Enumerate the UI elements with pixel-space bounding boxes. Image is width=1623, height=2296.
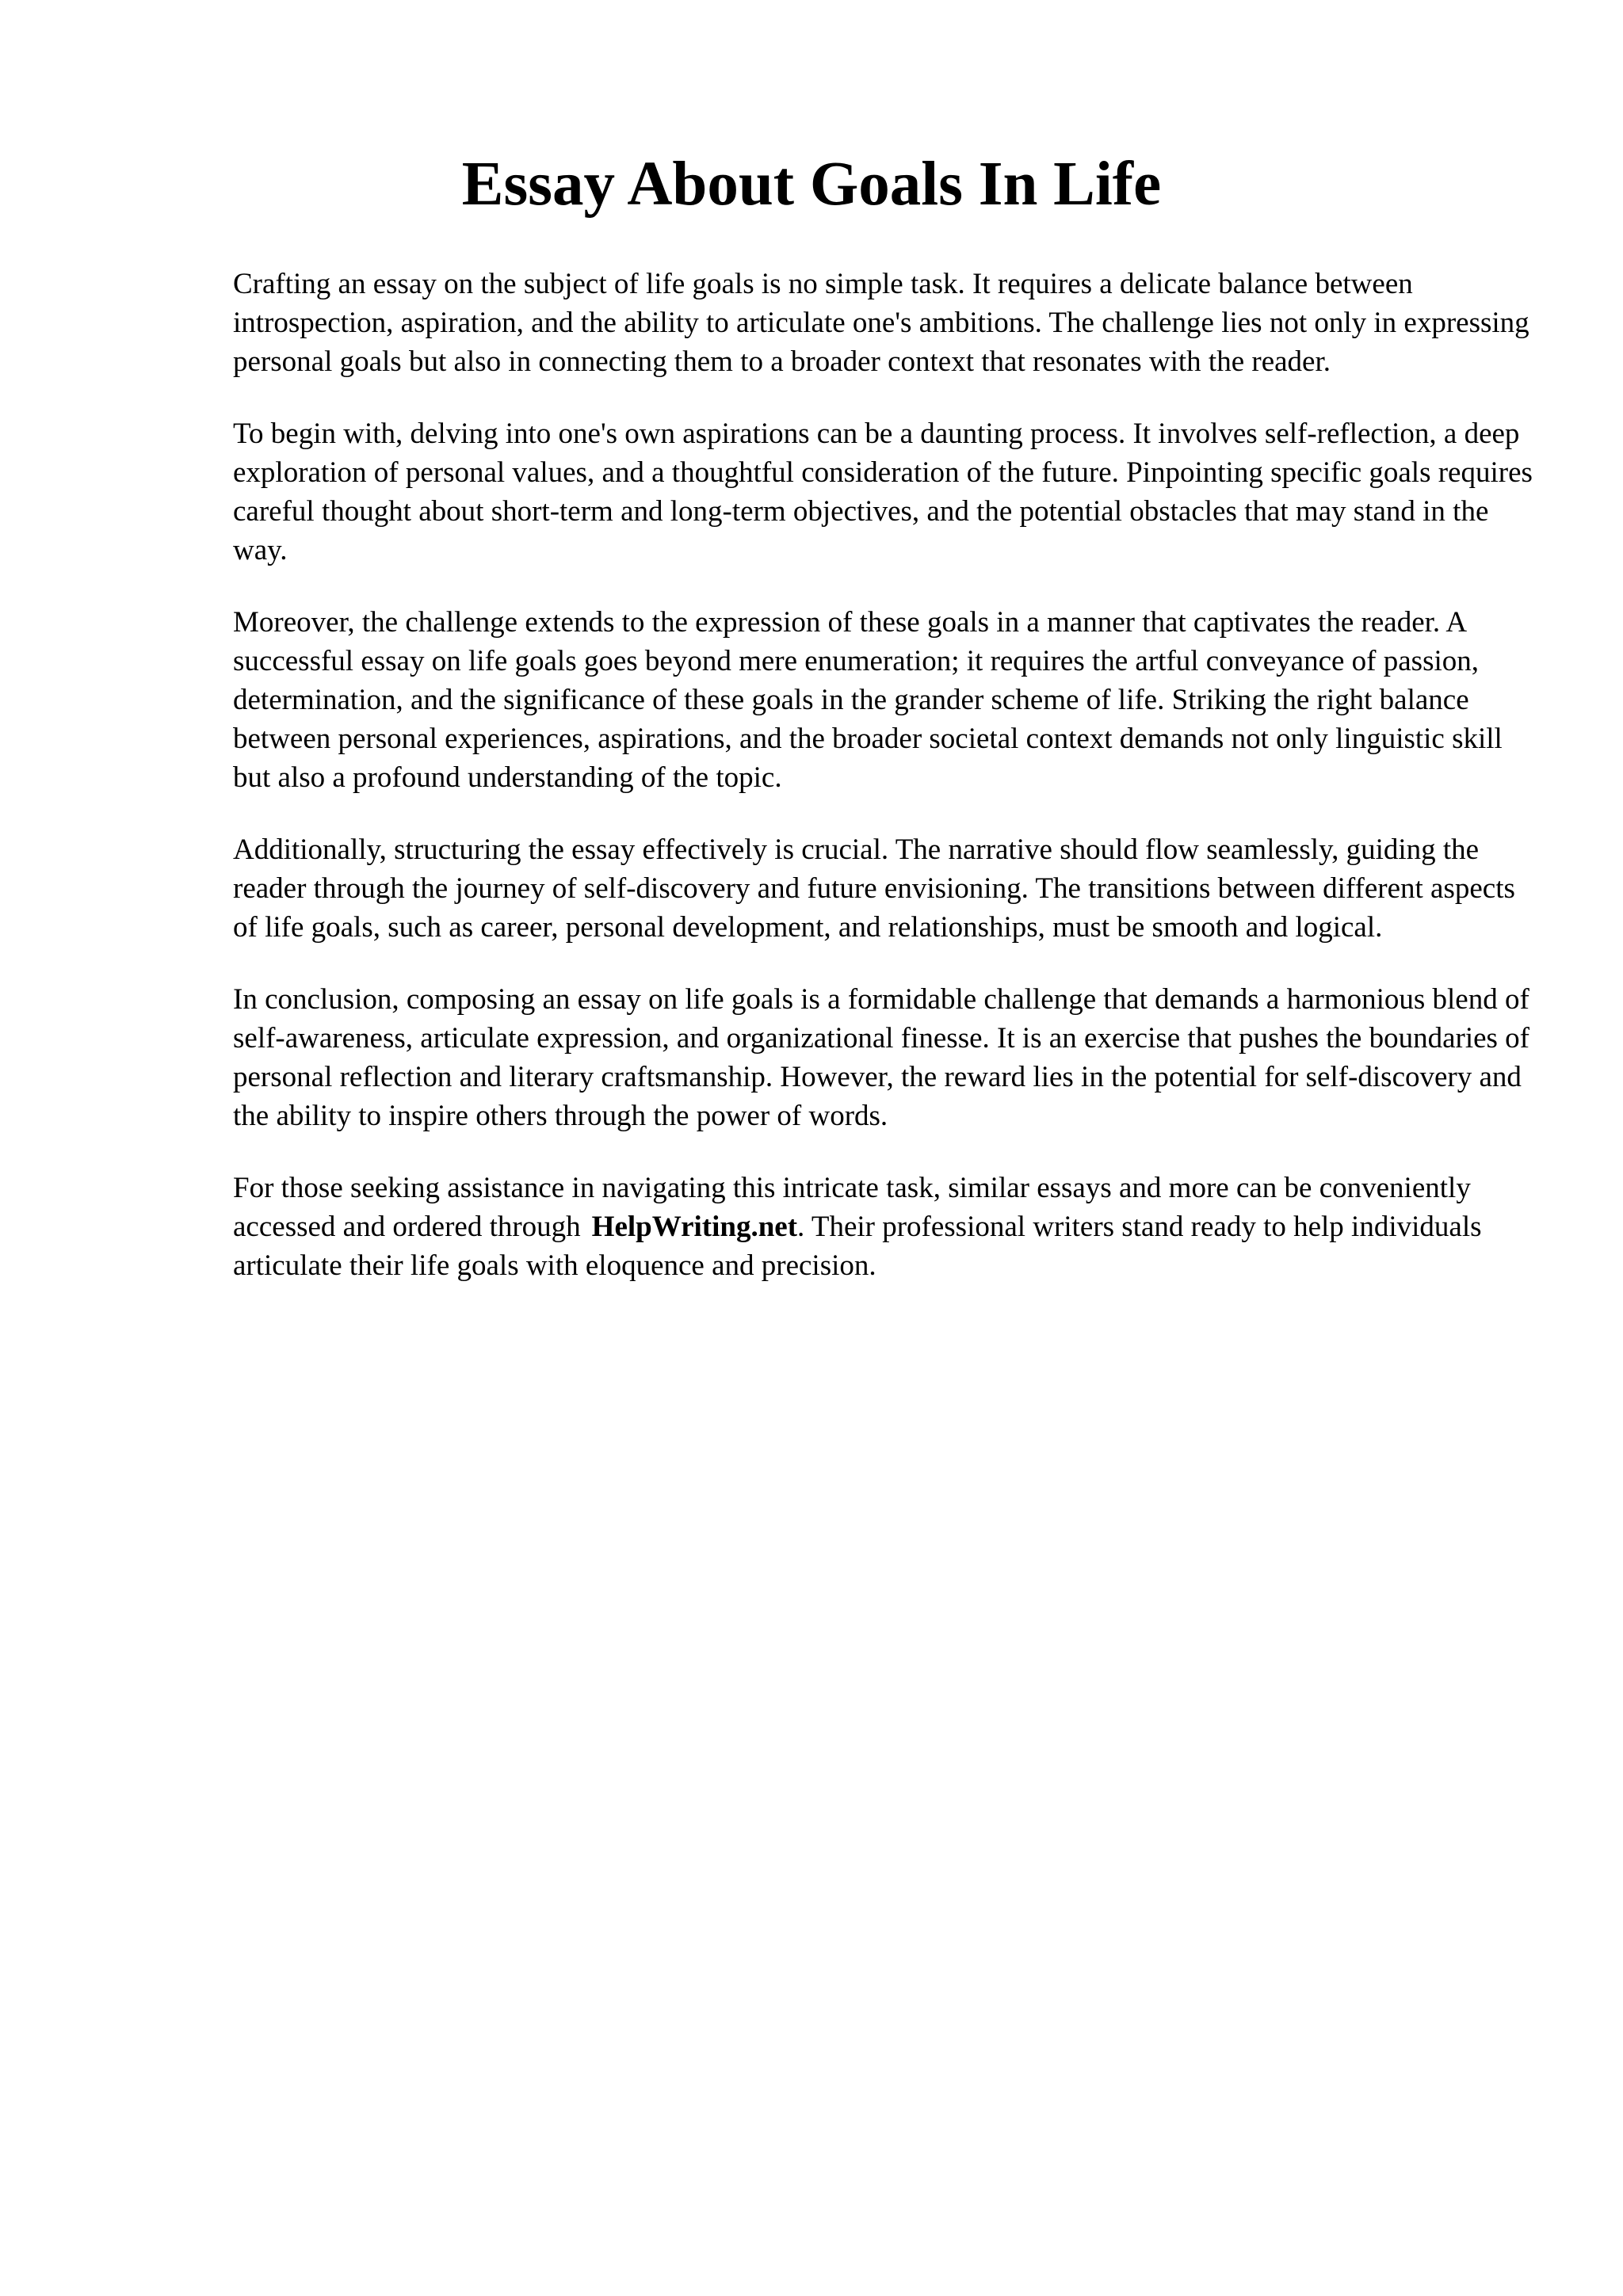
paragraph-3: Moreover, the challenge extends to the expression of these goals in a manner that captivates the reader. A successful essay on life goals goes beyond mere enumeration; it requires the artful conveyance of passion, determination, and the significance of these goals in the grander scheme of life. Striking the right balance between personal experiences, aspirations, and the broader societal context demands not only linguistic skill but also a profound understanding of the topic. [233, 606, 1503, 794]
paragraph-5: In conclusion, composing an essay on life goals is a formidable challenge that demands a harmonious blend of self-awareness, articulate expression, and organizational finesse. It is an exercise that pushes the boundaries of personal reflection and literary craftsmanship. However, the reward lies in the potential for self-discovery and the ability to inspire others through the power of words. [233, 983, 1529, 1132]
paragraph-4: Additionally, structuring the essay effectively is crucial. The narrative should flow seamlessly, guiding the reader through the journey of self-discovery and future envisioning. The transitions between different aspects of life goals, such as career, personal development, and relationships, must be smooth and logical. [233, 833, 1515, 944]
paragraph-6-lead-text: For those seeking assistance in navigating this intricate task, similar essays and more can be conveniently accessed and ordered through [233, 1172, 1471, 1243]
paragraph-6-trailing-text: . Their professional writers stand ready to help individuals articulate their life goals with eloquence and precision. [233, 1211, 1482, 1282]
paragraph-6 [233, 1169, 1533, 1285]
paragraph-1: Crafting an essay on the subject of life goals is no simple task. It requires a delicate balance between introspection, aspiration, and the ability to articulate one's ambitions. The challenge lies not only in expressing personal goals but also in connecting them to a broader context that resonates with the reader. [233, 268, 1529, 378]
document-title: Essay About Goals In Life [461, 150, 1162, 219]
helpwriting-brand-link[interactable]: HelpWriting.net [591, 1211, 798, 1243]
document-body [233, 265, 1533, 1318]
paragraph-2: To begin with, delving into one's own aspirations can be a daunting process. It involves self-reflection, a deep exploration of personal values, and a thoughtful consideration of the future. Pinpointing specific goals requires careful thought about short-term and long-term objectives, and the potential obstacles that may stand in the way. [233, 418, 1533, 566]
